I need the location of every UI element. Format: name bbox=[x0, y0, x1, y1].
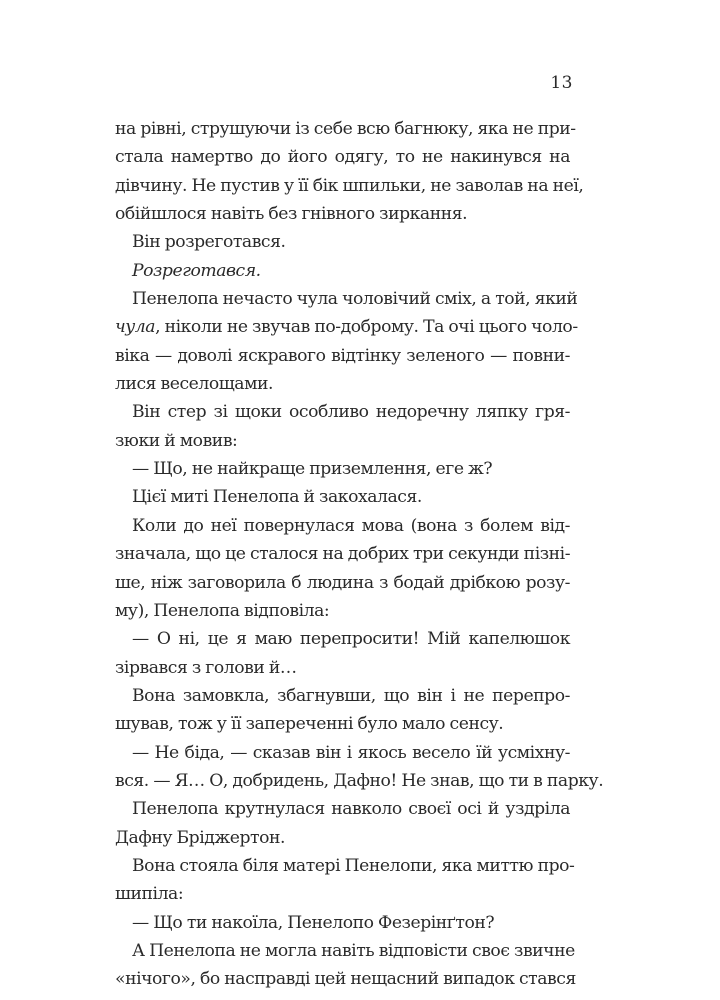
text-line: зюки й мовив: bbox=[115, 430, 238, 451]
text-line: Коли до неї повернулася мова (вона з болем від- bbox=[132, 515, 570, 536]
text-line: «нічого», бо насправді цей нещасний випадок стався bbox=[115, 969, 576, 990]
text-line: — Що, не найкраще приземлення, еге ж? bbox=[132, 459, 493, 480]
text-line: — Що ти накоїла, Пенелопо Фезерінґтон? bbox=[132, 912, 495, 933]
text-line: дівчину. Не пустив у її бік шпильки, не заволав на неї, bbox=[115, 175, 584, 196]
text-line: зірвався з голови й… bbox=[115, 657, 297, 678]
text-line: стала намертво до його одягу, то не накинувся на bbox=[115, 147, 570, 168]
text-line: Він стер зі щоки особливо недоречну ляпку гря- bbox=[132, 402, 570, 423]
text-line: Вона замовкла, збагнувши, що він і не перепро- bbox=[132, 685, 570, 706]
text-line: на рівні, струшуючи із себе всю багнюку, яка не при- bbox=[115, 119, 576, 139]
text-line: шипіла: bbox=[115, 884, 184, 905]
italic-text: чула bbox=[115, 317, 156, 338]
text-line: — О ні, це я маю перепросити! Мій капелюшок bbox=[132, 629, 570, 650]
text-line: значала, що це сталося на добрих три секунди пізні- bbox=[115, 544, 571, 565]
text-segment: , ніколи не звучав по-доброму. Та очі цього чоло- bbox=[155, 317, 578, 338]
text-line: віка — доволі яскравого відтінку зеленого — повни- bbox=[115, 345, 570, 366]
italic-text: Розреготався. bbox=[132, 260, 261, 281]
page-number: 13 bbox=[550, 73, 573, 93]
text-line: лися веселощами. bbox=[115, 374, 274, 395]
text-line: Цієї миті Пенелопа й закохалася. bbox=[132, 487, 422, 508]
text-line: Дафну Бріджертон. bbox=[115, 827, 286, 848]
text-line: Пенелопа нечасто чула чоловічий сміх, а той, який bbox=[132, 289, 578, 310]
text-line: — Не біда, — сказав він і якось весело їй усміхну- bbox=[132, 742, 570, 763]
text-line bbox=[115, 257, 570, 285]
body-text bbox=[115, 115, 604, 994]
text-line: вся. — Я… О, добридень, Дафно! Не знав, що ти в парку. bbox=[115, 770, 604, 791]
text-line: Він розреготався. bbox=[132, 232, 286, 253]
text-line: обійшлося навіть без гнівного зиркання. bbox=[115, 204, 468, 225]
text-line: ше, ніж заговорила б людина з бодай дрібкою розу- bbox=[115, 572, 570, 593]
text-line: шував, тож у її запереченні було мало сенсу. bbox=[115, 714, 504, 735]
text-line: Вона стояла біля матері Пенелопи, яка миттю про- bbox=[132, 855, 575, 876]
text-line: му), Пенелопа відповіла: bbox=[115, 600, 330, 621]
text-line bbox=[115, 313, 578, 341]
text-line: Пенелопа крутнулася навколо своєї осі й уздріла bbox=[132, 799, 570, 820]
text-line: А Пенелопа не могла навіть відповісти своє звичне bbox=[132, 940, 575, 961]
